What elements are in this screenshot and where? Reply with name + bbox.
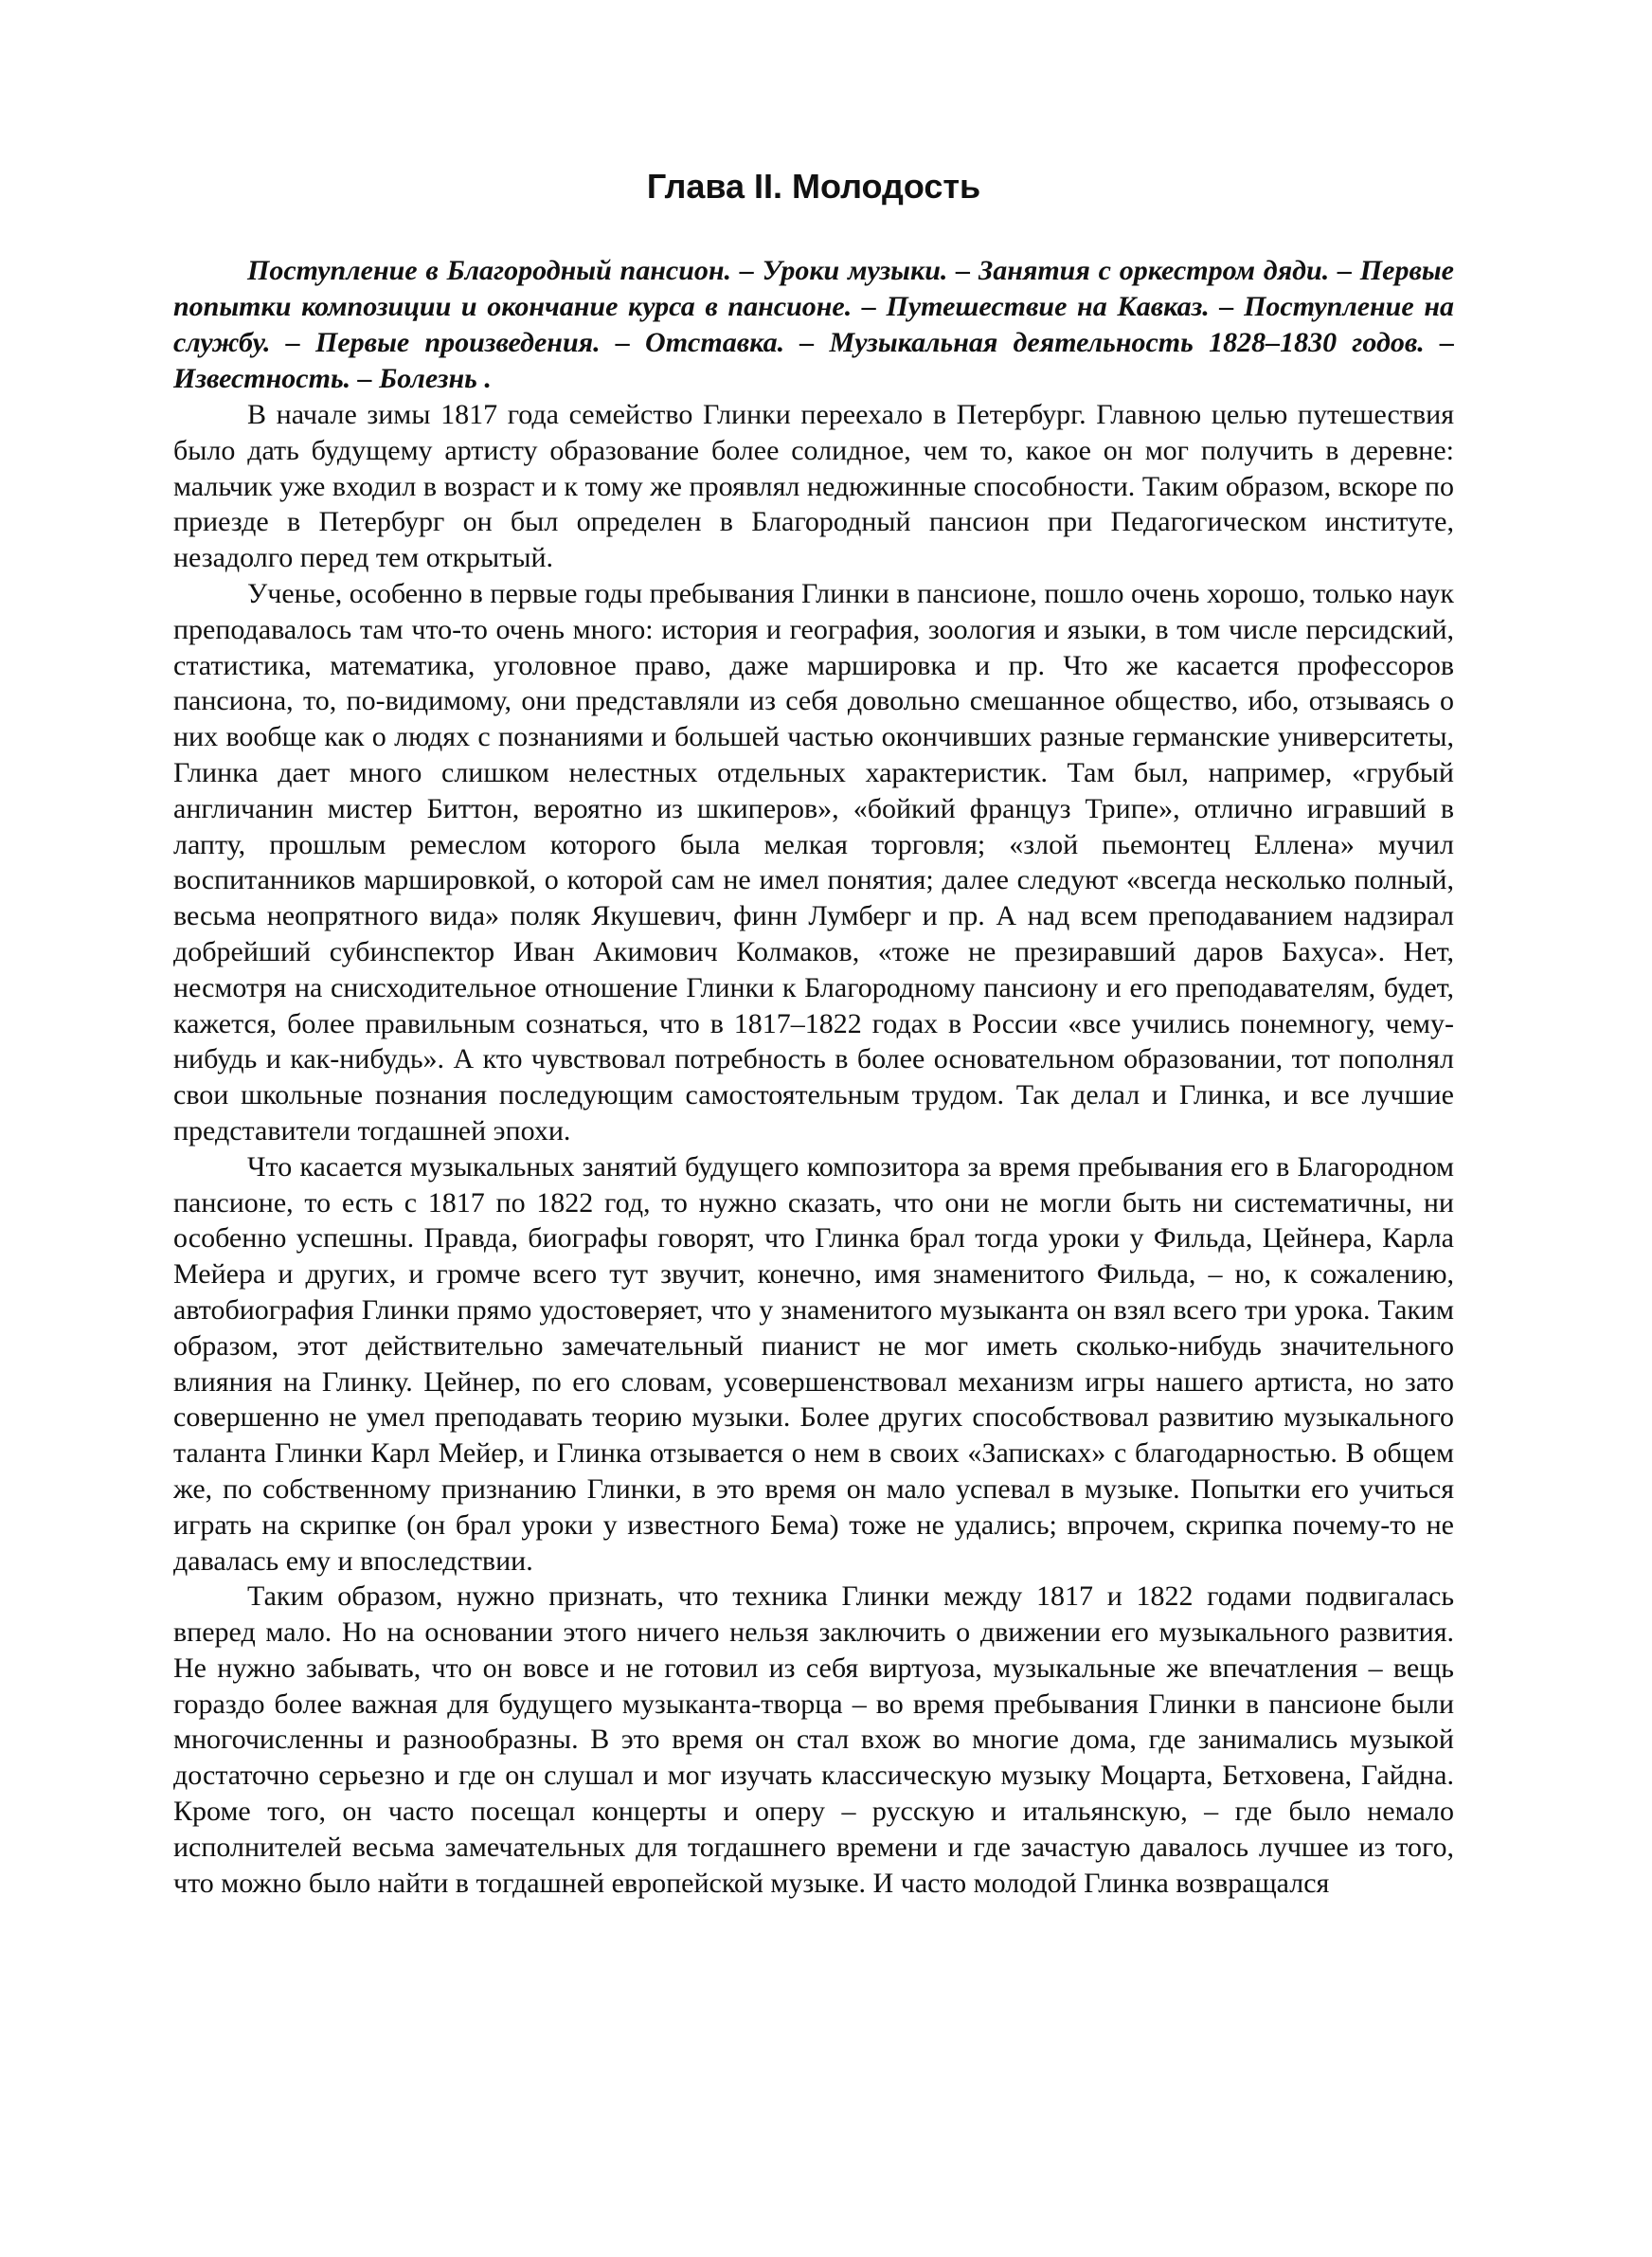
paragraph-4: Таким образом, нужно признать, что техника Глинки между 1817 и 1822 годами подвигалась вперед мало. Но на основании этого ничего нельзя заключить о движении его музыкального развития. Не нужно забывать, что он вовсе и не готовил из себя виртуоза, музыкальные же впечатления – вещь гораздо более важная для будущего музыканта-творца – во время пребывания Глинки в пансионе были многочисленны и разнообразны. В это время он стал вхож во многие дома, где занимались музыкой достаточно серьезно и где он слушал и мог изучать классическую музыку Моцарта, Бетховена, Гайдна. Кроме того, он часто посещал концерты и оперу – русскую и итальянскую, – где было немало исполнителей весьма замечательных для тогдашнего времени и где зачастую давалось лучшее из того, что можно было найти в тогдашней европейской музыке. И часто молодой Глинка возвращался [173,1580,1454,1899]
chapter-title: Глава II. Молодость [646,167,981,206]
paragraph-3: Что касается музыкальных занятий будущего композитора за время пребывания его в Благородном пансионе, то есть с 1817 по 1822 год, то нужно сказать, что они не могли быть ни систематичны, ни особенно успешны. Правда, биографы говорят, что Глинка брал тогда уроки у Фильда, Цейнера, Карла Мейера и других, и громче всего тут звучит, конечно, имя знаменитого Фильда, – но, к сожалению, автобиография Глинки прямо удостоверяет, что у знаменитого музыканта он взял всего три урока. Таким образом, этот действительно замечательный пианист не мог иметь сколько-нибудь значительного влияния на Глинку. Цейнер, по его словам, усовершенствовал механизм игры нашего артиста, но зато совершенно не умел преподавать теорию музыки. Более других способствовал развитию музыкального таланта Глинки Карл Мейер, и Глинка отзывается о нем в своих «Записках» с благодарностью. В общем же, по собственному признанию Глинки, в это время он мало успевал в музыке. Попытки его учиться играть на скрипке (он брал уроки у известного Бема) тоже не удались; впрочем, скрипка почему-то не давалась ему и впоследствии. [173,1150,1454,1577]
paragraph-1: В начале зимы 1817 года семейство Глинки переехало в Петербург. Главною целью путешествия было дать будущему артисту образование более солидное, чем то, какое он мог получить в деревне: мальчик уже входил в возраст и к тому же проявлял недюжинные способности. Таким образом, вскоре по приезде в Петербург он был определен в Благородный пансион при Педагогическом институте, незадолго перед тем открытый. [173,399,1454,574]
paragraph-2: Ученье, особенно в первые годы пребывания Глинки в пансионе, пошло очень хорошо, только наук преподавалось там что-то очень много: история и география, зоология и языки, в том числе персидский, статистика, математика, уголовное право, даже маршировка и пр. Что же касается профессоров пансиона, то, по-видимому, они представляли из себя довольно смешанное общество, ибо, отзываясь о них вообще как о людях с познаниями и большей частью окончивших разные германские университеты, Глинка дает много слишком нелестных отдельных характеристик. Там был, например, «грубый англичанин мистер Биттон, вероятно из шкиперов», «бойкий француз Трипе», отлично игравший в лапту, прошлым ремеслом которого была мелкая торговля; «злой пьемонтец Еллена» мучил воспитанников маршировкой, о которой сам не имел понятия; далее следуют «всегда несколько полный, весьма неопрятного вида» поляк Якушевич, финн Лумберг и пр. А над всем преподаванием надзирал добрейший субинспектор Иван Акимович Колмаков, «тоже не презиравший даров Бахуса». Нет, несмотря на снисходительное отношение Глинки к Благородному пансиону и его преподавателям, будет, кажется, более правильным сознаться, что в 1817–1822 годах в России «все учились понемногу, чему-нибудь и как-нибудь». А кто чувствовал потребность в более основательном образовании, тот пополнял свои школьные познания последующим самостоятельным трудом. Так делал и Глинка, и все лучшие представители тогдашней эпохи. [173,577,1454,1147]
chapter-summary: Поступление в Благородный пансион. – Уроки музыки. – Занятия с оркестром дяди. – Первые попытки композиции и окончание курса в пансионе. – Путешествие на Кавказ. – Поступление на службу. – Первые произведения. – Отставка. – Музыкальная деятельность 1828–1830 годов. – Известность. – Болезнь . [173,255,1454,394]
text-column [173,166,1454,1901]
